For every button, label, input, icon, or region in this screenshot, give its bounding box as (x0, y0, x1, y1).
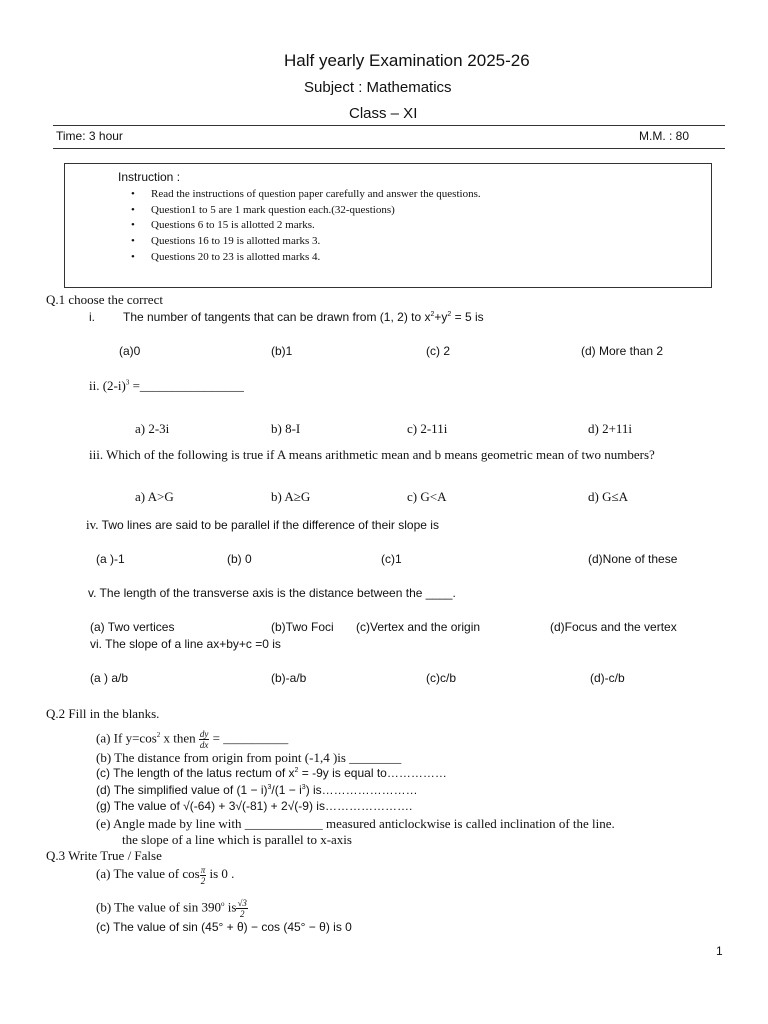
q1-ii-option-c: c) 2-11i (407, 421, 448, 436)
q1-i-option-c: (c) 2 (426, 344, 450, 358)
q1-iii-option-b: b) A≥G (271, 489, 311, 504)
q1-iii-text: iii. Which of the following is true if A means arithmetic mean and b means geometric mean of two numbers? (89, 447, 655, 462)
instruction-item: • Questions 20 to 23 is allotted marks 4. (151, 251, 320, 263)
q2-c: (c) The length of the latus rectum of $x^2 = -9y$ is equal to…………… (96, 766, 447, 780)
q3-c: (c) The value of sin (45° + θ) − cos (45° − θ) is 0 (96, 920, 352, 934)
instruction-item: • Question1 to 5 are 1 mark question each.(32-questions) (151, 204, 395, 216)
q3-heading: Q.3 Write True / False (46, 848, 162, 863)
q2-heading: Q.2 Fill in the blanks. (46, 706, 160, 721)
q1-vi-text: vi. The slope of a line ax+by+c =0 is (90, 637, 281, 651)
q1-ii-option-a: a) 2-3i (135, 421, 170, 436)
q1-v-option-c: (c)Vertex and the origin (356, 620, 481, 634)
q1-ii-option-b: b) 8-I (271, 421, 301, 436)
subject-line: Subject : Mathematics (304, 79, 452, 96)
q1-iii-option-d: d) G≤A (588, 489, 628, 504)
q1-v-option-a: (a) Two vertices (90, 620, 175, 634)
q1-v-option-d: (d)Focus and the vertex (550, 620, 677, 634)
q1-vi-option-c: (c)c/b (426, 671, 456, 685)
root3-over-2-fraction: $\frac{√3}{2}$ (237, 897, 247, 919)
header-rule-bottom (53, 148, 725, 149)
instruction-item: • Questions 16 to 19 is allotted marks 3. (151, 235, 320, 247)
q1-i-text: The number of tangents that can be drawn from (1, 2) to $x^2+y^2 = 5$ is (123, 310, 484, 324)
q1-v-option-b: (b)Two Foci (271, 620, 334, 634)
time-label: Time: 3 hour (56, 129, 123, 143)
q1-iv-option-d: (d)None of these (588, 552, 678, 566)
instruction-item: • Read the instructions of question paper carefully and answer the questions. (151, 188, 481, 200)
q1-i-option-b: (b)1 (271, 344, 293, 358)
q1-iv-option-c: (c)1 (381, 552, 402, 566)
q1-iv-option-b: (b) 0 (227, 552, 252, 566)
derivative-fraction: $\frac{dy}{dx}$ (199, 728, 209, 750)
q1-vi-option-a: (a ) a/b (90, 671, 129, 685)
max-marks-label: M.M. : 80 (639, 129, 690, 143)
q1-ii-option-d: d) 2+11i (588, 421, 633, 436)
header-rule-top (53, 125, 725, 126)
q1-vi-option-d: (d)-c/b (590, 671, 625, 685)
q3-b: (b) The value of sin 390$^o$ is $\frac{√3}{2}$ (96, 897, 247, 919)
q3-a: (a) The value of cos $\frac{\pi}{2}$ is 0 . (96, 864, 235, 886)
q1-iv-text: iv. Two lines are said to be parallel if the difference of their slope is (86, 517, 439, 532)
q1-v-text: v. The length of the transverse axis is the distance between the ____. (88, 586, 456, 600)
exam-title: Half yearly Examination 2025-26 (284, 51, 530, 70)
q1-iv-option-a: (a )-1 (96, 552, 125, 566)
q1-heading: Q.1 choose the correct (46, 292, 163, 307)
q2-g: (g) The value of √(-64) + 3√(-81) + 2√(-9) is…………………. (96, 799, 413, 813)
q1-vi-option-b: (b)-a/b (271, 671, 307, 685)
instruction-item: • Questions 6 to 15 is allotted 2 marks. (151, 219, 315, 231)
q2-e: (e) Angle made by line with ____________ measured anticlockwise is called inclination of the line. (96, 816, 615, 831)
q2-e-line2: the slope of a line which is parallel to x-axis (122, 832, 352, 847)
q1-i-option-a: (a)0 (119, 344, 141, 358)
q2-b: (b) The distance from origin from point (-1,4 )is ________ (96, 750, 402, 765)
pi-over-2-fraction: $\frac{\pi}{2}$ (200, 864, 206, 886)
q1-iii-option-a: a) A>G (135, 489, 174, 504)
class-line: Class – XI (349, 105, 418, 122)
q1-i-option-d: (d) More than 2 (581, 344, 664, 358)
instructions-heading: Instruction : (118, 170, 181, 184)
q1-i-number: i. (89, 310, 95, 324)
q2-a: (a) If $y=\cos^2$ x then $\frac{dy}{dx}$ = __________ (96, 728, 289, 750)
q1-iii-option-c: c) G<A (407, 489, 447, 504)
page-number: 1 (716, 944, 723, 958)
q2-d: (d) The simplified value of $(1 - i)^3/(1 - i^3)$ is…………………… (96, 783, 418, 797)
q1-ii-text: ii. $(2-i)^3$ =________________ (89, 378, 244, 393)
